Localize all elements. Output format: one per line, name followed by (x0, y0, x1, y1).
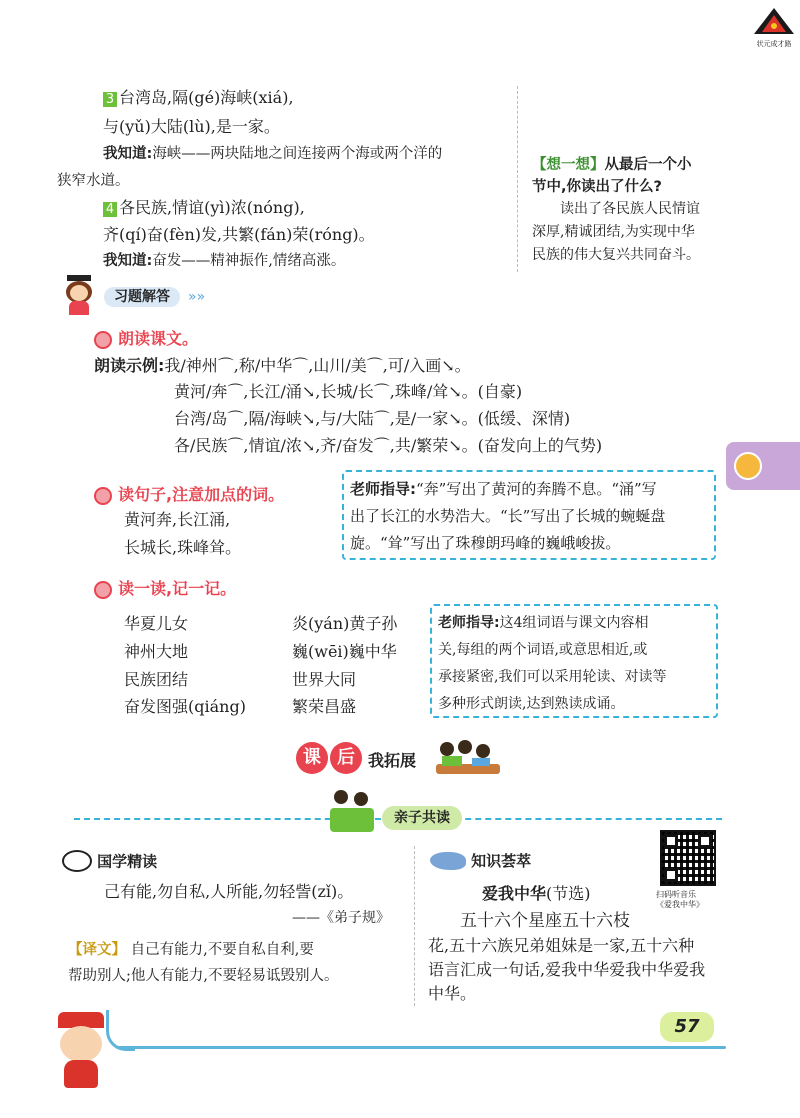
section1-title-text: 朗读课文。 (118, 329, 199, 348)
song-title: 爱我中华 (482, 884, 547, 903)
section1-line0 (94, 356, 471, 376)
speaker-icon (94, 487, 112, 505)
speaker-icon (94, 581, 112, 599)
after-class-char2: 后 (330, 742, 362, 774)
guoxue-title: 国学精读 (97, 852, 158, 871)
section2-tip-line0 (350, 476, 708, 503)
guoxue-trans-text0: 自己有能力,不要自私自利,要 (130, 942, 314, 958)
qr-caption-1: 《爱我中华》 (656, 900, 704, 909)
song-text-1: 花,五十六族兄弟姐妹是一家,五十六种 (428, 936, 695, 955)
section2-title (94, 482, 284, 505)
section1-example-label: 朗读示例: (94, 356, 165, 375)
guoxue-quote: 己有能,勿自私,人所能,勿轻訾(zǐ)。 (104, 882, 354, 901)
song-text-0: 五十六个星座五十六枝 (460, 911, 630, 931)
item4-number: 4 (103, 202, 117, 217)
section1-line3: 各/民族⌒,情谊/浓↘,齐/奋发⌒,共/繁荣↘。(奋发向上的气势) (174, 436, 603, 455)
item3-line1 (103, 88, 294, 108)
section3-col2-2: 世界大同 (292, 670, 357, 689)
section2-tip-line1: 出了长江的水势浩大。“长”写出了长城的蜿蜒盘 (350, 507, 666, 525)
after-class-char1: 课 (296, 742, 328, 774)
song-text-2: 语言汇成一句话,爱我中华爱我中华爱我 (428, 960, 706, 979)
know1-label: 我知道: (103, 146, 153, 162)
think-question2: 节中,你读出了什么? (532, 179, 662, 195)
section2-tip-label: 老师指导: (350, 480, 416, 498)
brand-logo (752, 6, 796, 46)
guoxue-trans-line1: 帮助别人;他人有能力,不要轻易诋毁别人。 (68, 968, 339, 984)
exercise-banner-label: 习题解答 (104, 287, 180, 307)
bottom-divider (414, 846, 415, 1006)
speaker-icon (94, 331, 112, 349)
know2-text: 奋发——精神振作,情绪高涨。 (152, 253, 346, 269)
section2-tip-line2: 旋。“耸”写出了珠穆朗玛峰的巍峨峻拔。 (350, 534, 621, 552)
song-note: (节选) (546, 884, 591, 903)
student-avatar (60, 275, 98, 315)
know2-label: 我知道: (103, 253, 153, 269)
think-box (532, 154, 732, 267)
page-number-badge (660, 1012, 714, 1042)
section1-line1: 黄河/奔⌒,长江/涌↘,长城/长⌒,珠峰/耸↘。(自豪) (174, 382, 523, 401)
section3-tip-line3: 多种形式朗读,达到熟读成诵。 (438, 696, 625, 712)
panda-icon (62, 850, 92, 872)
guoxue-source: ——《弟子规》 (292, 910, 390, 926)
know1-line1 (103, 144, 442, 164)
section2-title-text: 读句子,注意加点的词。 (118, 485, 285, 504)
parent-read-label: 亲子共读 (382, 806, 462, 830)
guoxue-trans-label: 【译文】 (68, 942, 126, 958)
think-answer-0: 读出了各民族人民情谊 (560, 201, 700, 217)
brand-label: 状元成才路 (756, 40, 792, 48)
section1-line0-text: 我/神州⌒,称/中华⌒,山川/美⌒,可/入画↘。 (164, 356, 471, 375)
whale-icon (430, 852, 466, 870)
know1-line2: 狭窄水道。 (57, 173, 130, 189)
tiger-face-icon (734, 452, 762, 480)
knowledge-title: 知识荟萃 (471, 852, 532, 870)
item3-number: 3 (103, 92, 117, 107)
guoxue-trans-line0 (68, 940, 314, 960)
section3-col2-1: 巍(wēi)巍中华 (292, 642, 397, 661)
think-answer-1: 深厚,精诚团结,为实现中华 (532, 224, 695, 240)
item3-text1: 台湾岛,隔(gé)海峡(xiá), (119, 88, 294, 107)
section3-col1-3: 奋发图强(qiáng) (124, 697, 246, 716)
section2-line0: 黄河奔,长江涌, (124, 510, 231, 529)
think-question1 (532, 154, 732, 176)
children-reading-illustration (436, 738, 500, 782)
page-number: 57 (674, 1016, 700, 1037)
exercise-banner (60, 275, 220, 315)
section1-line2: 台湾/岛⌒,隔/海峡↘,与/大陆⌒,是/一家↘。(低缓、深情) (174, 409, 571, 428)
brand-logo-icon (752, 6, 796, 36)
think-question1-text: 从最后一个小 (604, 157, 692, 173)
section1-title (94, 326, 198, 349)
side-tab (726, 442, 800, 490)
know1-text1: 海峡——两块陆地之间连接两个海或两个洋的 (152, 146, 443, 162)
item4-text1: 各民族,情谊(yì)浓(nóng), (119, 198, 305, 217)
after-class-banner (296, 738, 516, 782)
section3-col1-0: 华夏儿女 (124, 614, 189, 633)
section2-tip-text0: “奔”写出了黄河的奔腾不息。“涌”写 (416, 480, 657, 498)
qr-code[interactable] (660, 830, 716, 886)
know2-line (103, 251, 345, 271)
think-answer-2: 民族的伟大复兴共同奋斗。 (532, 247, 700, 263)
qr-caption-0: 扫码听音乐 (656, 890, 696, 899)
item4-line1 (103, 198, 305, 218)
think-label: 【想一想】 (532, 157, 605, 173)
section3-col2-3: 繁荣昌盛 (292, 697, 357, 716)
knowledge-heading (430, 850, 531, 871)
section3-col2-0: 炎(yán)黄子孙 (292, 614, 398, 633)
section3-tip-line1: 关,每组的两个词语,或意思相近,或 (438, 642, 648, 658)
footer-line (116, 1046, 726, 1049)
section2-tip (342, 470, 716, 560)
top-divider (517, 86, 518, 272)
section3-col1-2: 民族团结 (124, 670, 189, 689)
after-class-label: 我拓展 (368, 751, 417, 770)
song-title-line (482, 884, 591, 904)
parent-read-illustration (328, 790, 376, 834)
double-arrow-icon: »» (188, 289, 206, 305)
song-text-3: 中华。 (428, 984, 477, 1003)
section3-tip-label: 老师指导: (438, 615, 500, 631)
section3-col1-1: 神州大地 (124, 642, 189, 661)
section3-tip-text0: 这4组词语与课文内容相 (499, 615, 649, 631)
section2-line1: 长城长,珠峰耸。 (124, 538, 242, 557)
guoxue-heading (62, 850, 157, 872)
section3-tip-line2: 承接紧密,我们可以采用轮读、对读等 (438, 669, 667, 685)
section3-title (94, 576, 236, 599)
section3-tip-line0 (438, 610, 710, 637)
section3-tip (430, 604, 718, 718)
item3-line2: 与(yǔ)大陆(lù),是一家。 (103, 117, 280, 136)
section3-title-text: 读一读,记一记。 (118, 579, 237, 598)
item4-line2: 齐(qí)奋(fèn)发,共繁(fán)荣(róng)。 (103, 225, 375, 244)
